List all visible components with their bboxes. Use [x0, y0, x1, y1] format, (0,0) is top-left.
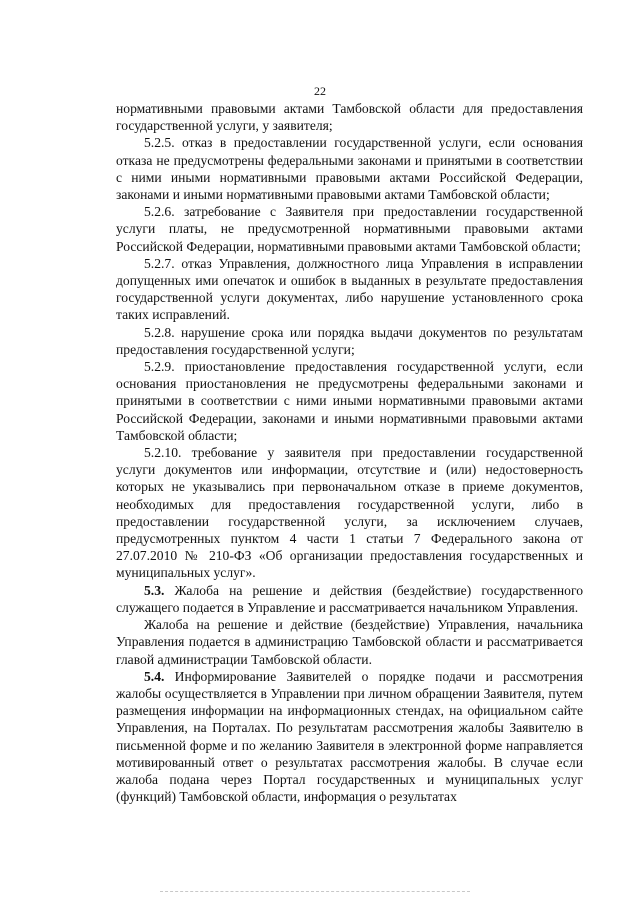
page-number: 22 [314, 84, 326, 98]
document-body [116, 100, 583, 805]
paragraph-5-4-text: Информирование Заявителей о порядке подачи и рассмотрения жалобы осуществляется в Управлении при личном обращении Заявителя, путем размещения информации на информационных стендах, на официальном сайте Управления, на Порталах. По результатам рассмотрения жалобы Заявителю в письменной форме и по желанию Заявителя в электронной форме направляется мотивированный ответ о результатах рассмотрения жалобы. В случае если жалоба подана через Портал государственных и муниципальных услуг (функций) Тамбовской области, информация о результатах [116, 668, 583, 805]
paragraph-5-2-7: 5.2.7. отказ Управления, должностного лица Управления в исправлении допущенных ими опечаток и ошибок в выданных в результате предоставления государственной услуги документах, либо нарушение установленного срока таких исправлений. [116, 255, 583, 323]
paragraph-5-3-text: Жалоба на решение и действия (бездействие) государственного служащего подается в Управление и рассматривается начальником Управления. [116, 582, 583, 615]
paragraph-5-2-10: 5.2.10. требование у заявителя при предоставлении государственной услуги документов или информации, отсутствие и (или) недостоверность которых не указывались при первоначальном отказе в приеме документов, необходимых для предоставления государственной услуги, либо в предоставлении государственной услуги, за исключением случаев, предусмотренных пунктом 4 части 1 статьи 7 Федерального закона от 27.07.2010 № 210-ФЗ «Об организации предоставления государственных и муниципальных услуг». [116, 445, 583, 581]
paragraph-5-2-9: 5.2.9. приостановление предоставления государственной услуги, если основания приостановления не предусмотрены федеральными законами и принятыми в соответствии с ними иными нормативными правовыми актами Российской Федерации, законами и иными нормативными правовыми актами Тамбовской области; [116, 359, 583, 443]
paragraph-5-2-8: 5.2.8. нарушение срока или порядка выдачи документов по результатам предоставления государственной услуги; [116, 324, 583, 357]
footer-dashed-line [160, 891, 470, 892]
section-number-5-4: 5.4. [144, 668, 165, 684]
paragraph-5-2-5: 5.2.5. отказ в предоставлении государственной услуги, если основания отказа не предусмотрены федеральными законами и принятыми в соответствии с ними иными нормативными правовыми актами Российской Федерации, законами и иными нормативными правовыми актами Тамбовской области; [116, 135, 583, 203]
paragraph-complaint-administration: Жалоба на решение и действие (бездействие) Управления, начальника Управления подается в администрацию Тамбовской области и рассматривается главой администрации Тамбовской области. [116, 617, 583, 667]
paragraph-continuation: нормативными правовыми актами Тамбовской области для предоставления государственной услуги, у заявителя; [116, 101, 583, 134]
paragraph-5-3 [116, 582, 583, 616]
paragraph-5-2-6: 5.2.6. затребование с Заявителя при предоставлении государственной услуги платы, не предусмотренной нормативными правовыми актами Российской Федерации, нормативными правовыми актами Тамбовской области; [116, 204, 583, 254]
paragraph-5-4 [116, 668, 583, 806]
section-number-5-3: 5.3. [144, 582, 165, 598]
